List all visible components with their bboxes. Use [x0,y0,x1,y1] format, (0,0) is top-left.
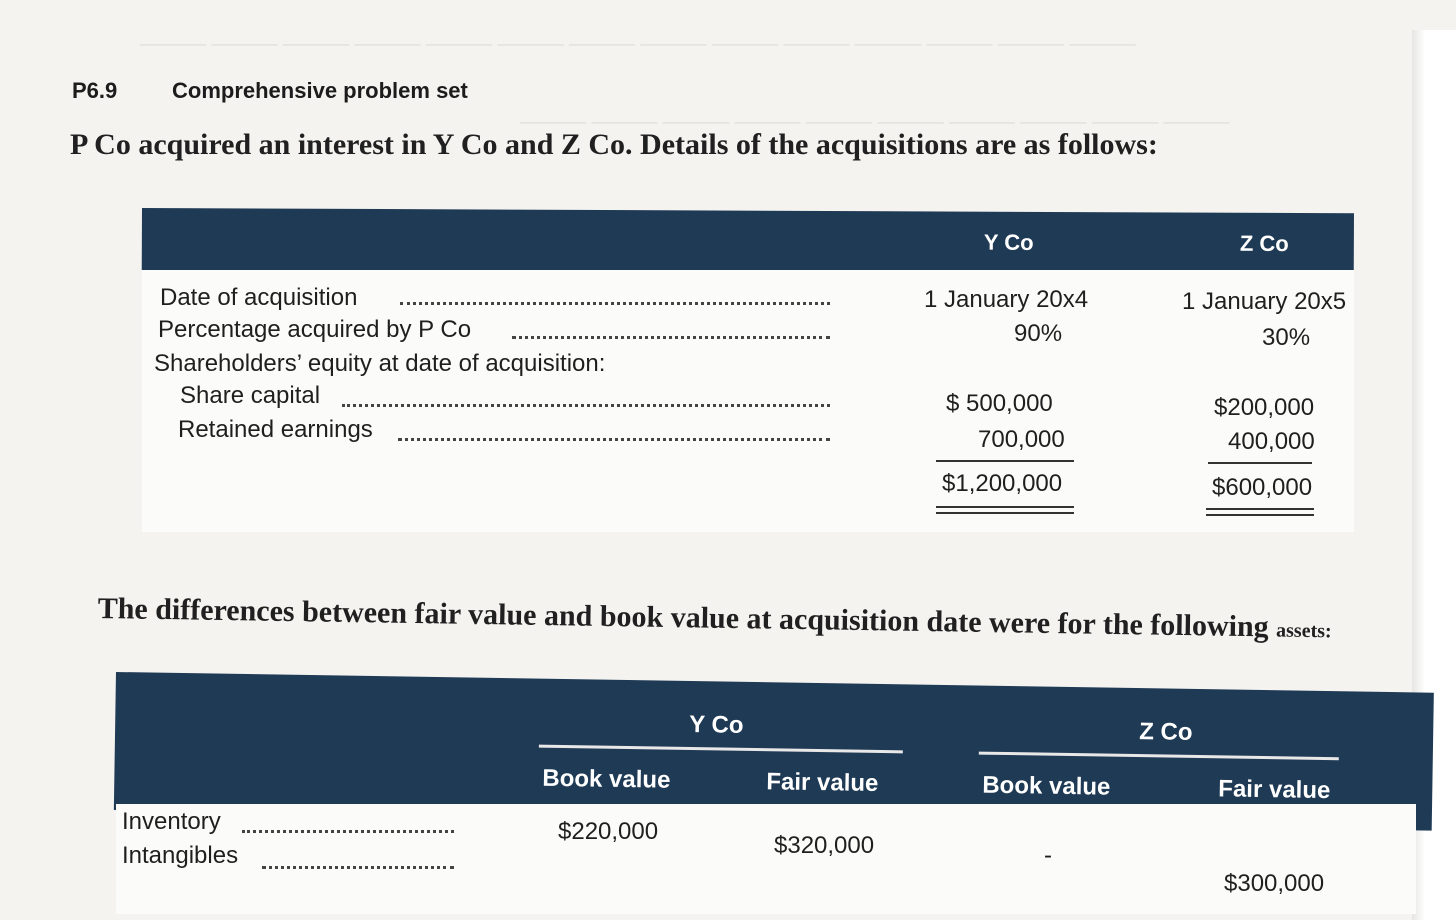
row-label-inventory: Inventory [122,808,221,835]
dot-leader [342,404,830,407]
row-label-equity-heading: Shareholders’ equity at date of acquisition: [154,350,606,377]
subheader-z-book-value: Book value [982,771,1111,801]
fair-value-intro-paragraph [97,592,1332,645]
acquisitions-table-body [142,270,1354,532]
double-rule [936,506,1074,508]
acquisitions-table-header [142,208,1354,275]
bleed-through-text: ——— ——— ——— ——— ——— ——— ——— ——— ——— ——— [520,108,1230,133]
column-header-z-co: Z Co [1239,230,1289,257]
cell-y-date: 1 January 20x4 [924,286,1089,313]
subheader-y-fair-value: Fair value [766,768,879,797]
problem-title: Comprehensive problem set [172,78,468,103]
subheader-y-book-value: Book value [542,764,671,794]
cell-z-retained-earnings: 400,000 [1228,428,1315,455]
dot-leader [242,830,454,833]
cell-y-share-capital: $ 500,000 [946,390,1053,417]
cell-y-retained-earnings: 700,000 [978,426,1065,453]
dot-leader [512,336,830,339]
column-header-y-co: Y Co [983,229,1034,255]
row-label-share-capital: Share capital [180,382,321,409]
cell-inventory-y-book: $220,000 [558,818,659,845]
group-underline-z-co [979,752,1339,761]
fair-value-table-body [116,804,1416,914]
dot-leader [262,866,454,869]
double-rule [936,512,1074,514]
fair-value-intro-end: assets: [1275,619,1332,643]
cell-intangibles-z-fair: $300,000 [1224,870,1325,897]
cell-inventory-y-fair: $320,000 [774,832,875,859]
dot-leader [398,438,830,441]
subtotal-rule [1208,462,1312,464]
double-rule [1206,514,1314,516]
row-label-percentage: Percentage acquired by P Co [158,316,472,343]
group-underline-y-co [539,745,903,754]
subtotal-rule [936,460,1074,462]
subheader-z-fair-value: Fair value [1218,775,1331,805]
dot-leader [400,302,830,305]
bleed-through-text: ——— ——— ——— ——— ——— ——— ——— ——— ——— ——— ——— ——— ——— ——— [140,30,1136,55]
cell-z-percentage: 30% [1262,324,1311,351]
group-header-y-co: Y Co [689,711,744,739]
cell-z-share-capital: $200,000 [1214,394,1315,421]
cell-y-percentage: 90% [1014,320,1063,347]
row-label-retained-earnings: Retained earnings [178,416,373,443]
cell-intangibles-z-book: - [1044,842,1052,869]
cell-y-total: $1,200,000 [942,470,1063,497]
fair-value-intro-main: The differences between fair value and book value at acquisition date were for the following [97,592,1269,644]
cell-z-date: 1 January 20x5 [1182,288,1347,315]
cell-z-total: $600,000 [1212,474,1313,501]
problem-number: P6.9 [72,78,118,103]
intro-paragraph: P Co acquired an interest in Y Co and Z Co. Details of the acquisitions are as follows: [70,128,1158,161]
group-header-z-co: Z Co [1138,718,1193,746]
row-label-date: Date of acquisition [160,284,358,311]
double-rule [1206,508,1314,510]
row-label-intangibles: Intangibles [122,842,239,869]
